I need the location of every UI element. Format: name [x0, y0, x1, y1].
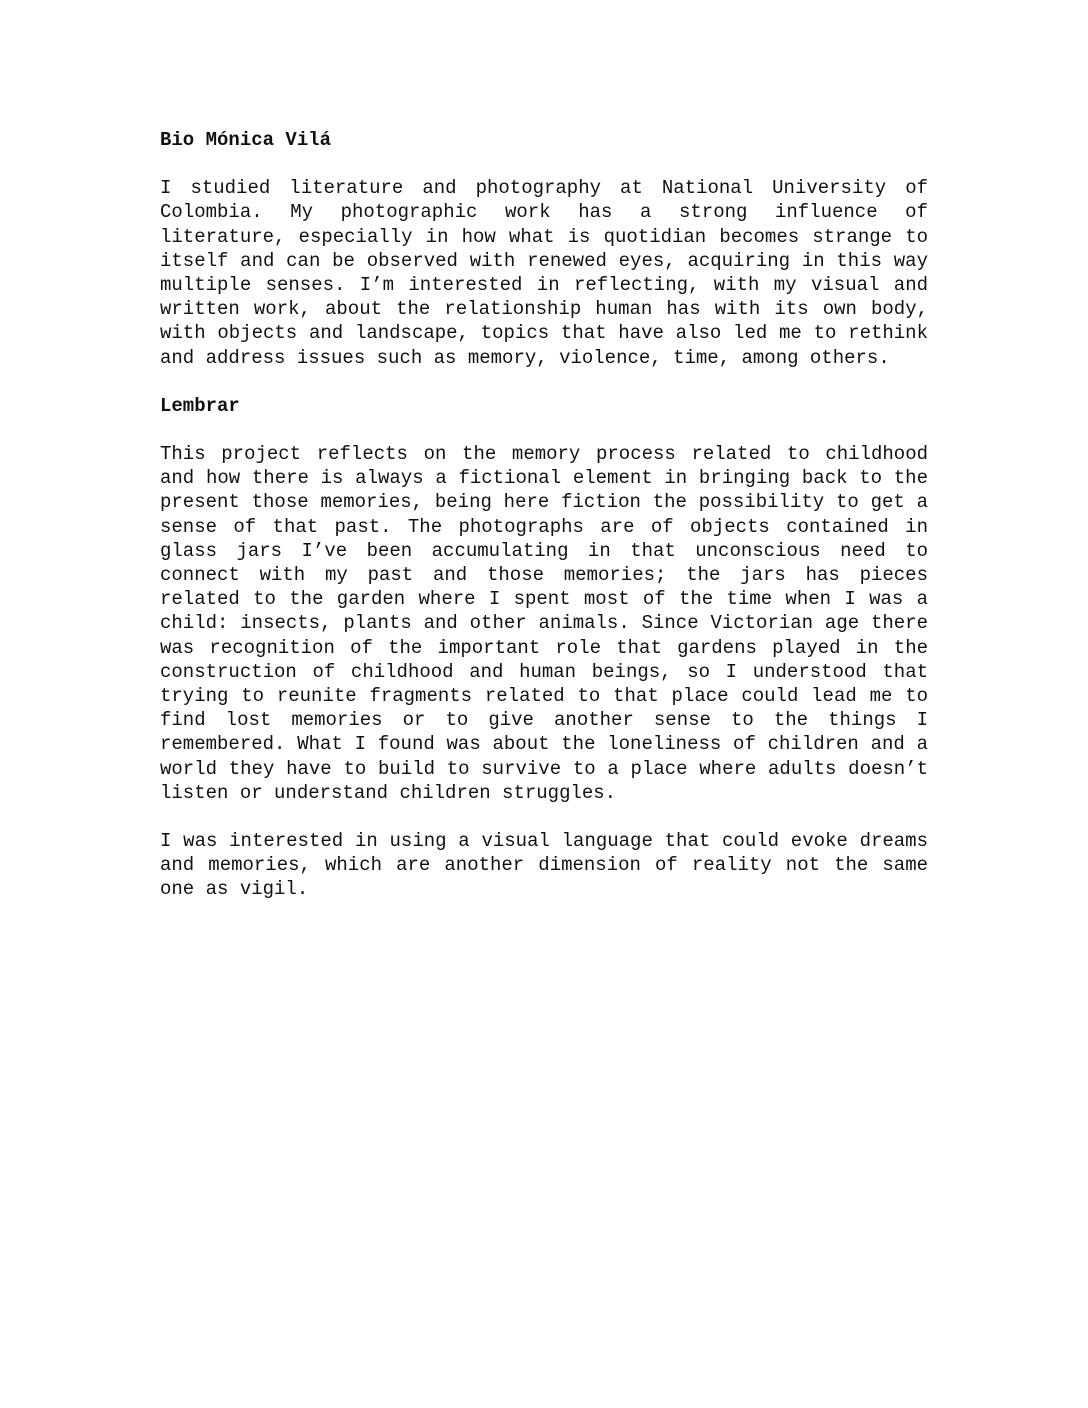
spacer [160, 152, 928, 176]
spacer [160, 418, 928, 442]
bio-paragraph: I studied literature and photography at National University of Colombia. My photographic work has a strong influence of literature, especially in how what is quotidian becomes strange to itself and can be observed with renewed eyes, acquiring in this way multiple senses. I’m interested in reflecting, with my visual and written work, about the relationship human has with its own body, with objects and landscape, topics that have also led me to rethink and address issues such as memory, violence, time, among others. [160, 177, 928, 369]
document-body [160, 128, 928, 902]
spacer [160, 805, 928, 829]
project-paragraph-2: I was interested in using a visual language that could evoke dreams and memories, which are another dimension of reality not the same one as vigil. [160, 830, 928, 901]
spacer [160, 370, 928, 394]
bio-heading: Bio Mónica Vilá [160, 129, 332, 151]
project-heading: Lembrar [160, 394, 240, 417]
project-paragraph-1: This project reflects on the memory process related to childhood and how there is always a fictional element in bringing back to the present those memories, being here fiction the possibility to get a sense of that past. The photographs are of objects contained in glass jars I’ve been accumulating in that unconscious need to connect with my past and those memories; the jars has pieces related to the garden where I spent most of the time when I was a child: insects, plants and other animals. Since Victorian age there was recognition of the important role that gardens played in the construction of childhood and human beings, so I understood that trying to reunite fragments related to that place could lead me to find lost memories or to give another sense to the things I remembered. What I found was about the loneliness of children and a world they have to build to survive to a place where adults doesn’t listen or understand children struggles. [160, 443, 928, 804]
